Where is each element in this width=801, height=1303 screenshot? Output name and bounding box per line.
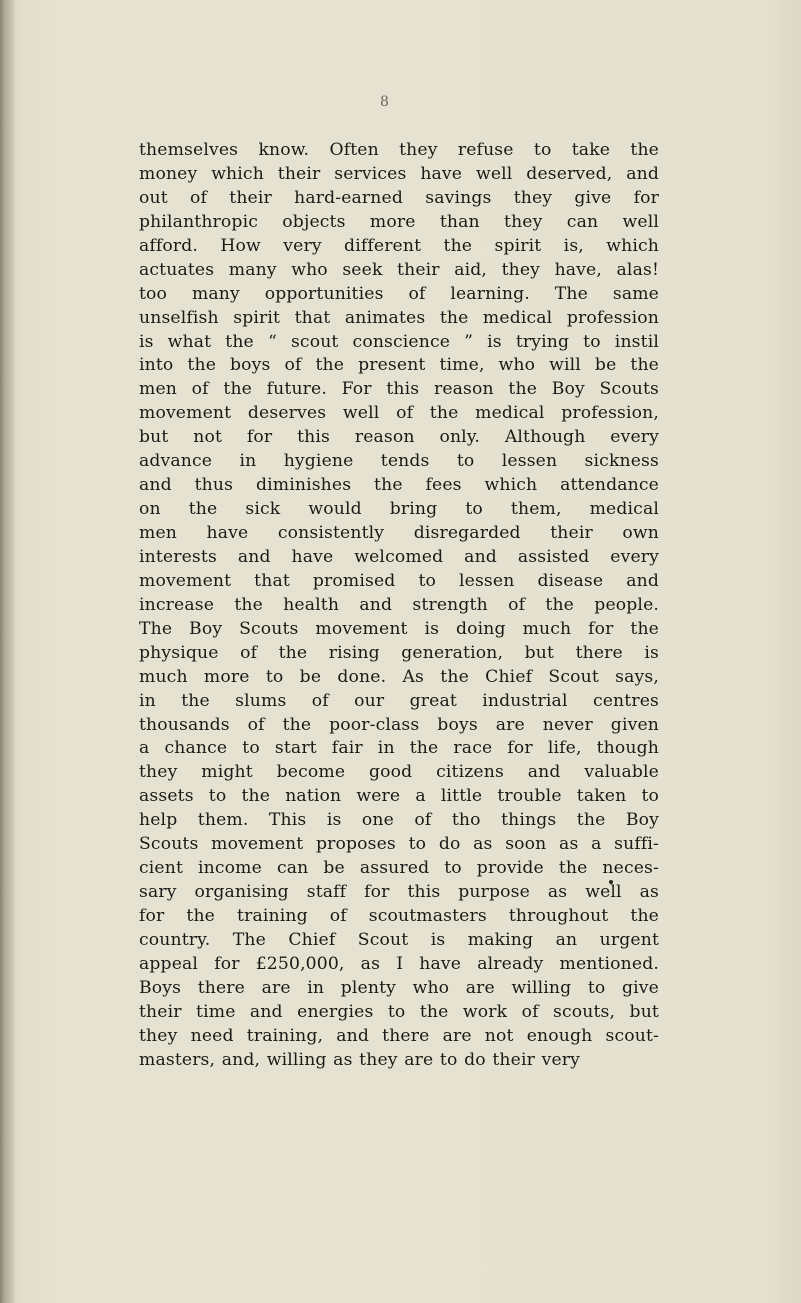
text-line: philanthropic objects more than they can well [139,211,659,232]
text-line: is what the “ scout conscience ” is trying to instil [139,331,659,352]
text-line: appeal for £250,000, as I have already mentioned. [139,953,659,974]
text-line: in the slums of our great industrial centres [139,690,659,711]
text-line: The Boy Scouts movement is doing much for the [139,618,659,639]
text-line: movement that promised to lessen disease and [139,570,659,591]
page-binding-edge [0,0,14,1303]
text-line: assets to the nation were a little trouble taken to [139,786,659,807]
text-line: and thus diminishes the fees which attendance [139,475,659,496]
text-line: out of their hard-earned savings they give for [139,187,659,208]
text-line: increase the health and strength of the people. [139,594,659,615]
text-line: Scouts movement proposes to do as soon as a suffi- [139,834,659,855]
text-line: men have consistently disregarded their own [139,523,659,543]
text-line: their time and energies to the work of scouts, but [139,1001,659,1022]
text-line: they might become good citizens and valuable [139,762,659,783]
text-line: a chance to start fair in the race for life, though [139,738,659,759]
text-line: sary organising staff for this purpose as well as [139,882,659,903]
text-line: they need training, and there are not enough scout- [139,1025,659,1046]
text-line: Boys there are in plenty who are willing to give [139,977,659,998]
text-line: much more to be done. As the Chief Scout says, [139,666,659,687]
text-line: interests and have welcomed and assisted every [139,546,659,567]
text-line: help them. This is one of tho things the Boy [139,810,659,831]
text-line: money which their services have well deserved, and [139,163,659,184]
text-line: afford. How very different the spirit is, which [139,235,659,256]
text-line: masters, and, willing as they are to do their very [139,1049,581,1070]
text-line: thousands of the poor-class boys are never given [139,714,659,735]
text-line: advance in hygiene tends to lessen sickness [139,451,659,472]
text-line: for the training of scoutmasters throughout the [139,906,659,926]
text-line: cient income can be assured to provide the neces- [139,858,659,879]
text-line: movement deserves well of the medical profession, [139,403,659,424]
page-number: 8 [380,94,389,110]
text-line: physique of the rising generation, but there is [139,642,659,663]
text-line: on the sick would bring to them, medical [139,499,659,520]
body-text [139,139,659,1073]
text-line: country. The Chief Scout is making an urgent [139,929,659,950]
text-line: unselfish spirit that animates the medical profession [139,307,659,328]
text-line: but not for this reason only. Although every [139,427,659,448]
text-line: actuates many who seek their aid, they have, alas! [139,259,659,280]
text-line: into the boys of the present time, who will be the [139,355,659,376]
text-line: men of the future. For this reason the Boy Scouts [139,379,659,400]
text-line: themselves know. Often they refuse to take the [139,140,659,160]
text-line: too many opportunities of learning. The same [139,283,659,304]
